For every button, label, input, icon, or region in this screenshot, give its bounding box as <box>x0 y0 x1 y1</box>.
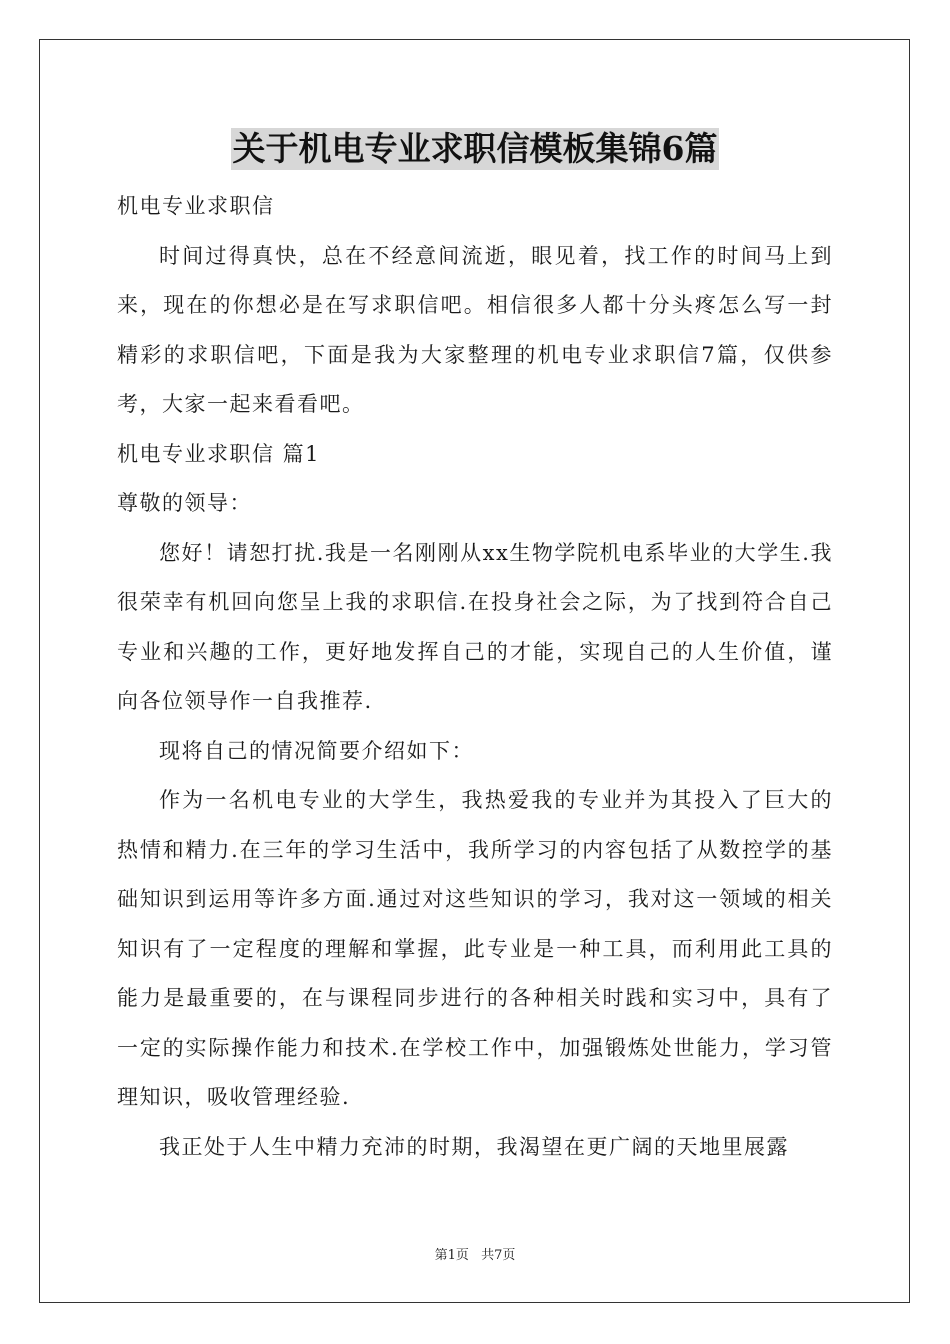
salutation: 尊敬的领导： <box>117 491 252 515</box>
section-heading: 机电专业求职信 篇1 <box>117 441 321 466</box>
document-title: 关于机电专业求职信模板集锦6篇 <box>232 129 718 168</box>
body-paragraph: 作为一名机电专业的大学生，我热爱我的专业并为其投入了巨大的热情和精力.在三年的学习生活中，我所学习的内容包括了从数控学的基础知识到运用等许多方面.通过对这些知识的学习，我对这一领域的相关知识有了一定程度的理解和掌握，此专业是一种工具，而利用此工具的能力是最重要的，在与课程同步进行的各种相关时践和实习中，具有了一定的实际操作能力和技术.在学校工作中，加强锻炼处世能力，学习管理知识，吸收管理经验. <box>117 788 833 1109</box>
document-body <box>117 182 833 1172</box>
title-container <box>0 128 950 170</box>
body-paragraph: 您好！请恕打扰.我是一名刚刚从xx生物学院机电系毕业的大学生.我很荣幸有机回向您呈上我的求职信.在投身社会之际，为了找到符合自己专业和兴趣的工作，更好地发挥自己的才能，实现自己的人生价值，谨向各位领导作一自我推荐. <box>117 540 833 713</box>
page-footer <box>0 1247 950 1265</box>
body-paragraph: 现将自己的情况简要介绍如下： <box>159 738 474 763</box>
page-number: 第1页 <box>434 1248 469 1263</box>
intro-paragraph: 时间过得真快，总在不经意间流逝，眼见着，找工作的时间马上到来，现在的你想必是在写求职信吧。相信很多人都十分头疼怎么写一封精彩的求职信吧，下面是我为大家整理的机电专业求职信7篇，仅供参考，大家一起来看看吧。 <box>117 243 833 416</box>
page-total: 共7页 <box>481 1248 516 1263</box>
subtitle: 机电专业求职信 <box>117 194 275 218</box>
body-paragraph: 我正处于人生中精力充沛的时期，我渴望在更广阔的天地里展露 <box>159 1134 789 1159</box>
